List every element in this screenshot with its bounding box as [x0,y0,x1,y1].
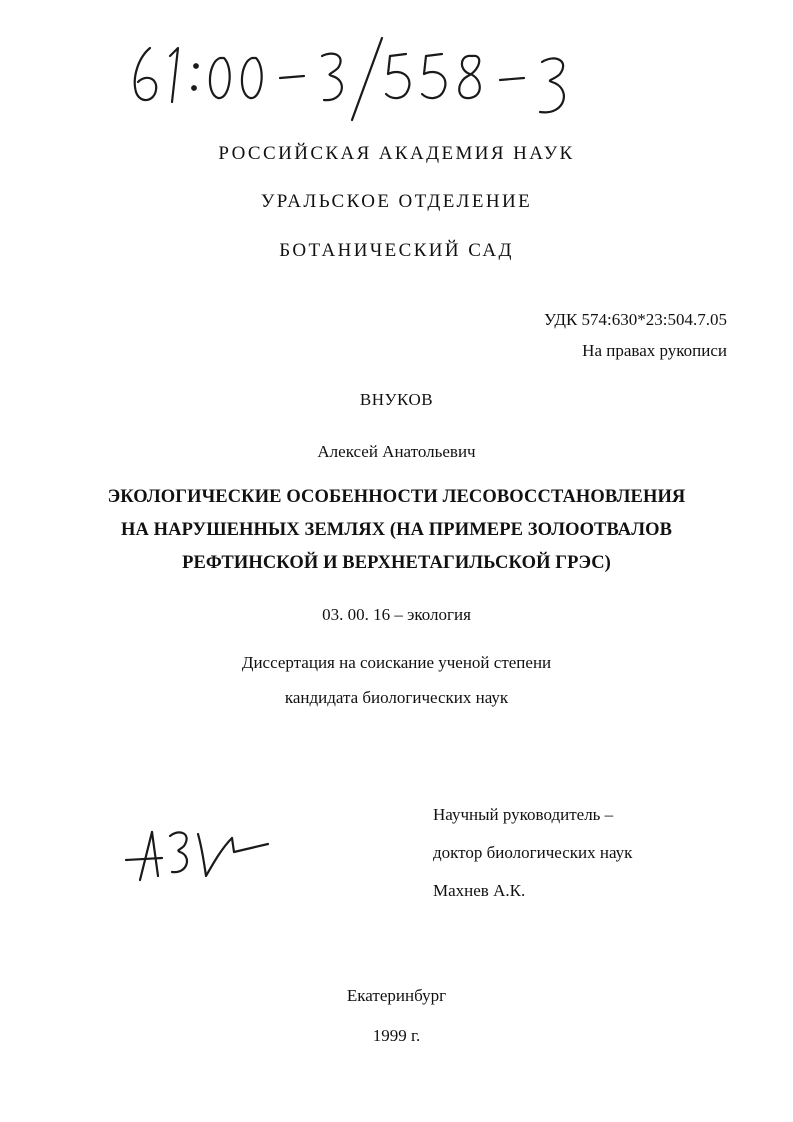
udk-code: УДК 574:630*23:504.7.05 [544,310,727,329]
author-surname: ВНУКОВ [359,390,434,409]
title-line-1: ЭКОЛОГИЧЕСКИЕ ОСОБЕННОСТИ ЛЕСОВОССТАНОВЛЕНИЯ [107,487,686,507]
specialty-code: 03. 00. 16 – экология [322,605,471,624]
city: Екатеринбург [346,986,447,1005]
handwritten-signature [122,818,272,888]
author-given-names: Алексей Анатольевич [317,442,476,461]
degree-line-1: Диссертация на соискание ученой степени [241,653,552,672]
degree-line-2: кандидата биологических наук [284,688,509,707]
supervisor-name: Махнев А.К. [433,881,526,900]
title-line-3: РЕФТИНСКОЙ И ВЕРХНЕТАГИЛЬСКОЙ ГРЭС) [182,553,611,573]
title-line-2: НА НАРУШЕННЫХ ЗЕМЛЯХ (НА ПРИМЕРЕ ЗОЛООТВАЛОВ [120,520,673,540]
department-name: БОТАНИЧЕСКИЙ САД [279,240,514,261]
year: 1999 г. [372,1026,421,1045]
academy-name: РОССИЙСКАЯ АКАДЕМИЯ НАУК [218,143,575,164]
manuscript-rights: На правах рукописи [582,341,727,360]
supervisor-role: Научный руководитель – [433,805,614,824]
branch-name: УРАЛЬСКОЕ ОТДЕЛЕНИЕ [260,191,533,212]
supervisor-degree: доктор биологических наук [433,843,633,862]
handwritten-archive-number [120,30,590,125]
